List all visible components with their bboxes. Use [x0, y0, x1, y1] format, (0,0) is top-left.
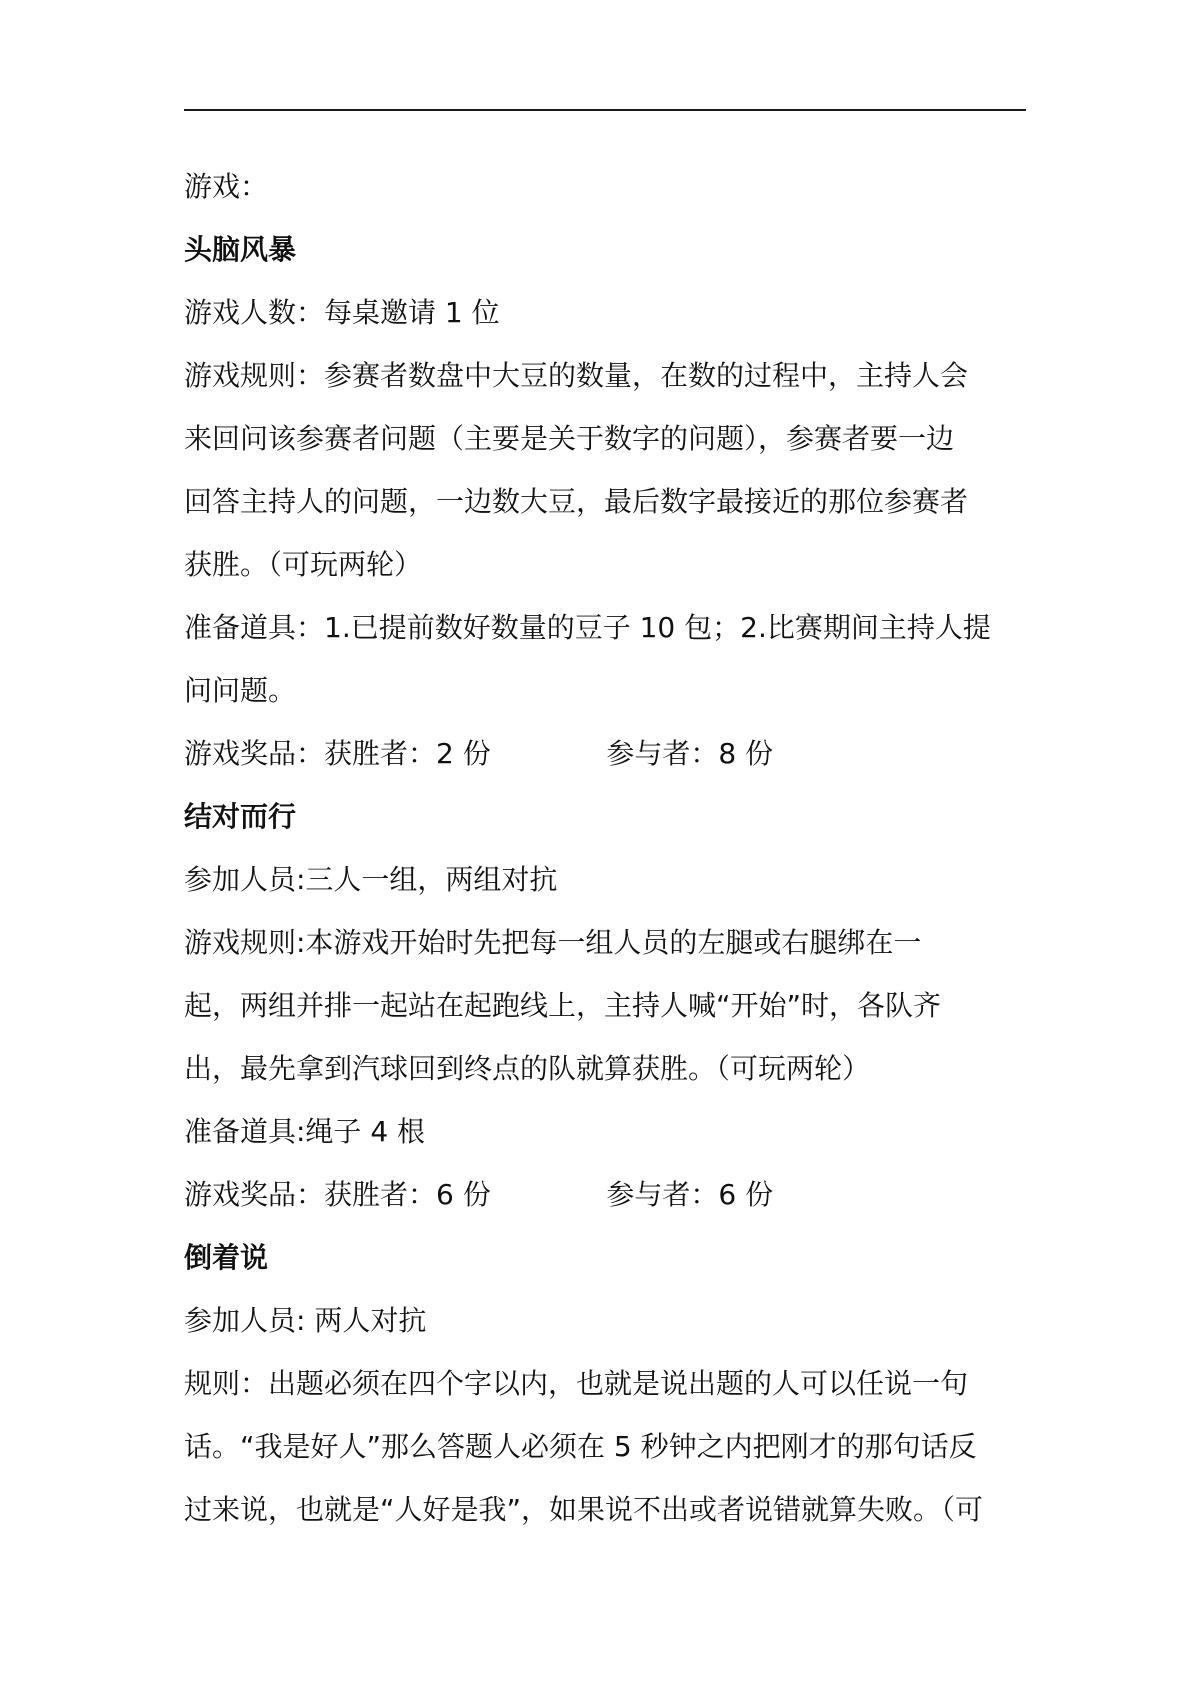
paragraph-line: 游戏规则：参赛者数盘中大豆的数量，在数的过程中，主持人会	[184, 359, 969, 392]
paragraph-line: 问问题。	[184, 674, 297, 707]
paragraph-line: 起，两组并排一起站在起跑线上，主持人喊“开始”时，各队齐	[184, 989, 942, 1022]
paragraph-line: 获胜。（可玩两轮）	[184, 548, 423, 581]
paragraph-line: 游戏奖品：获胜者：2 份 参与者：8 份	[184, 737, 774, 770]
paragraph-line: 准备道具:绳子 4 根	[184, 1115, 426, 1148]
paragraph-line: 回答主持人的问题，一边数大豆，最后数字最接近的那位参赛者	[184, 485, 969, 518]
paragraph-line: 过来说，也就是“人好是我”，如果说不出或者说错就算失败。（可	[184, 1493, 984, 1526]
section-title: 结对而行	[184, 800, 297, 833]
section-title: 倒着说	[184, 1241, 269, 1274]
intro-text: 游戏：	[184, 170, 269, 203]
paragraph-line: 游戏规则:本游戏开始时先把每一组人员的左腿或右腿绑在一	[184, 926, 922, 959]
paragraph-line: 游戏人数：每桌邀请 1 位	[184, 296, 500, 329]
section-title: 头脑风暴	[184, 233, 297, 266]
paragraph-line: 准备道具：1.已提前数好数量的豆子 10 包；2.比赛期间主持人提	[184, 611, 991, 644]
document-body	[184, 155, 1026, 1541]
paragraph-line: 规则：出题必须在四个字以内，也就是说出题的人可以任说一句	[184, 1367, 969, 1400]
paragraph-line: 参加人员:三人一组，两组对抗	[184, 863, 558, 896]
paragraph-line: 话。“我是好人”那么答题人必须在 5 秒钟之内把刚才的那句话反	[184, 1430, 977, 1463]
paragraph-line: 参加人员: 两人对抗	[184, 1304, 427, 1337]
paragraph-line: 出，最先拿到汽球回到终点的队就算获胜。（可玩两轮）	[184, 1052, 871, 1085]
header-divider	[184, 109, 1026, 111]
paragraph-line: 来回问该参赛者问题（主要是关于数字的问题），参赛者要一边	[184, 422, 955, 455]
paragraph-line: 游戏奖品：获胜者：6 份 参与者：6 份	[184, 1178, 774, 1211]
